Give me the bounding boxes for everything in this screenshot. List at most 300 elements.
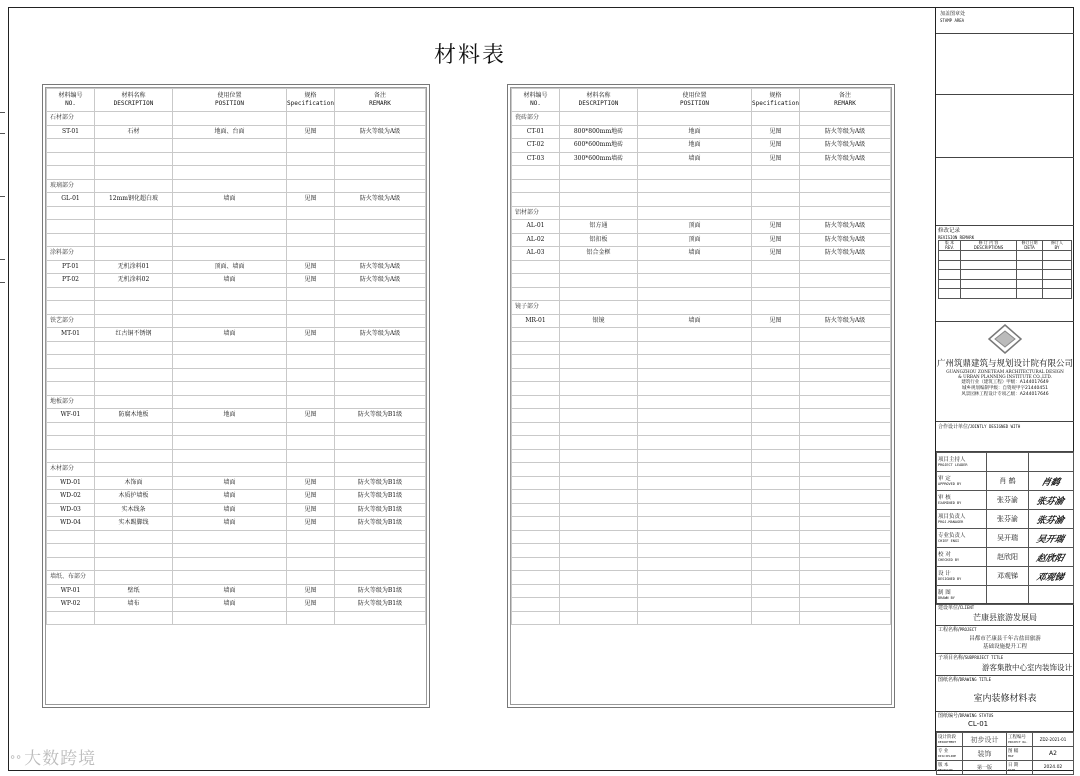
role-label xyxy=(937,586,987,605)
column-header-en: Specification xyxy=(752,100,799,107)
table-row xyxy=(47,530,426,544)
signature-row xyxy=(937,548,1074,567)
table-cell xyxy=(287,287,335,301)
table-cell: 见图 xyxy=(752,314,800,328)
table-cell xyxy=(512,260,560,274)
table-cell xyxy=(95,449,173,463)
watermark-logo-icon: ᐤᐤ xyxy=(10,753,23,768)
table-cell xyxy=(287,341,335,355)
table-row xyxy=(47,152,426,166)
table-cell xyxy=(335,422,426,436)
column-header-en: POSITION xyxy=(215,100,244,107)
table-cell xyxy=(95,368,173,382)
table-cell xyxy=(47,233,95,247)
table-cell xyxy=(800,206,891,220)
table-cell xyxy=(173,220,287,234)
table-cell xyxy=(335,166,426,180)
table-row xyxy=(512,287,891,301)
table-cell xyxy=(173,314,287,328)
table-cell xyxy=(560,490,638,504)
table-cell xyxy=(560,517,638,531)
table-cell xyxy=(512,274,560,288)
signature xyxy=(1029,567,1074,586)
stamp-label-en: STAMP AREA xyxy=(940,18,965,23)
table-cell xyxy=(95,395,173,409)
table-cell xyxy=(287,314,335,328)
table-cell xyxy=(800,463,891,477)
drawing-no-label-en: DRAWING STATUS xyxy=(959,713,994,718)
column-header xyxy=(173,89,287,112)
table-row xyxy=(512,368,891,382)
table-cell: 无机涂料02 xyxy=(95,274,173,288)
table-cell: 木饰面 xyxy=(95,476,173,490)
table-cell xyxy=(800,287,891,301)
table-cell xyxy=(173,341,287,355)
table-row xyxy=(512,544,891,558)
table-cell xyxy=(800,449,891,463)
phase-label: 设计阶段 xyxy=(938,734,956,740)
column-header xyxy=(638,89,752,112)
table-cell xyxy=(638,611,752,625)
table-cell xyxy=(335,152,426,166)
project-no-label-en: PROJECT No. xyxy=(1008,739,1028,744)
table-cell xyxy=(47,557,95,571)
signature xyxy=(1029,529,1074,548)
role-name: 吴开瑞 xyxy=(987,529,1029,548)
column-header-cn: 备注 xyxy=(373,92,386,99)
version-label: 版 本 xyxy=(938,762,949,768)
table-cell: 见图 xyxy=(287,409,335,423)
table-cell xyxy=(512,287,560,301)
table-cell xyxy=(95,544,173,558)
role-en: CHIEF ENGI xyxy=(938,538,960,543)
signature-mark: 张芬渝 xyxy=(1035,496,1066,507)
table-cell: CT-03 xyxy=(512,152,560,166)
stamp-label: 加盖图章处 xyxy=(940,11,966,17)
table-cell: 墙面 xyxy=(173,328,287,342)
table-cell: WD-04 xyxy=(47,517,95,531)
phase-label-en: DEPARTMENT xyxy=(938,739,957,744)
table-cell xyxy=(335,382,426,396)
table-cell xyxy=(287,179,335,193)
table-cell xyxy=(560,301,638,315)
table-cell: 木质护墙板 xyxy=(95,490,173,504)
table-cell xyxy=(47,436,95,450)
table-cell xyxy=(173,112,287,126)
table-cell: AL-01 xyxy=(512,220,560,234)
table-cell: 地面、台面 xyxy=(173,125,287,139)
client-label-en: CLIENT xyxy=(959,605,975,610)
table-cell xyxy=(800,355,891,369)
drawing-title-label: 图纸名称/ xyxy=(938,677,960,683)
table-cell: PT-01 xyxy=(47,260,95,274)
rev-header: 修订日期 xyxy=(1021,240,1038,245)
table-row xyxy=(512,395,891,409)
table-cell xyxy=(638,395,752,409)
column-header-cn: 规格 xyxy=(769,92,782,99)
table-cell xyxy=(287,139,335,153)
table-cell xyxy=(512,598,560,612)
table-row xyxy=(47,274,426,288)
version-value: 第一版 xyxy=(963,761,1007,775)
table-cell: 300*600mm墙砖 xyxy=(560,152,638,166)
table-cell xyxy=(512,341,560,355)
table-cell xyxy=(335,301,426,315)
table-cell xyxy=(287,463,335,477)
column-header-cn: 使用位置 xyxy=(217,92,242,99)
table-row xyxy=(512,557,891,571)
table-cell xyxy=(512,503,560,517)
table-row xyxy=(47,341,426,355)
table-cell xyxy=(335,395,426,409)
column-header-cn: 材料编号 xyxy=(523,92,548,99)
table-cell: 防火等级为B1级 xyxy=(335,490,426,504)
table-cell xyxy=(287,544,335,558)
table-cell: 防火等级为A级 xyxy=(335,193,426,207)
signature xyxy=(1029,491,1074,510)
table-row xyxy=(512,328,891,342)
table-cell xyxy=(512,544,560,558)
table-cell xyxy=(47,139,95,153)
table-cell: 无机涂料01 xyxy=(95,260,173,274)
table-cell xyxy=(47,287,95,301)
table-cell xyxy=(638,463,752,477)
table-cell: 防火等级为A级 xyxy=(335,125,426,139)
column-header-cn: 规格 xyxy=(304,92,317,99)
table-cell xyxy=(95,179,173,193)
role-cn: 审 核 xyxy=(938,494,951,501)
role-label xyxy=(937,548,987,567)
client-block xyxy=(936,603,1074,625)
column-header-en: DESCRIPTION xyxy=(113,100,154,107)
table-cell xyxy=(95,166,173,180)
table-cell xyxy=(560,530,638,544)
table-cell xyxy=(173,233,287,247)
table-cell: 墙面 xyxy=(173,490,287,504)
table-cell xyxy=(287,530,335,544)
table-cell xyxy=(560,260,638,274)
subproject-block xyxy=(936,653,1074,675)
table-cell xyxy=(335,220,426,234)
table-cell xyxy=(560,409,638,423)
table-cell: 见图 xyxy=(287,503,335,517)
table-row xyxy=(47,166,426,180)
table-row xyxy=(47,193,426,207)
table-cell xyxy=(560,193,638,207)
role-en: APPROVED BY xyxy=(938,481,962,486)
table-row xyxy=(512,247,891,261)
table-cell: 见图 xyxy=(287,584,335,598)
rev-header: 版 本 xyxy=(944,240,955,245)
table-cell xyxy=(560,368,638,382)
table-cell xyxy=(560,274,638,288)
table-cell xyxy=(173,463,287,477)
column-header-cn: 备注 xyxy=(838,92,851,99)
role-label xyxy=(937,472,987,491)
table-cell: 铁艺部分 xyxy=(47,314,95,328)
signature-mark: 赵欣阳 xyxy=(1035,553,1066,564)
table-cell xyxy=(752,112,800,126)
table-cell: 防火等级为B1级 xyxy=(335,503,426,517)
table-cell xyxy=(512,409,560,423)
table-cell xyxy=(47,355,95,369)
table-cell xyxy=(95,314,173,328)
table-cell xyxy=(335,139,426,153)
table-cell: 见图 xyxy=(752,220,800,234)
table-cell xyxy=(173,436,287,450)
column-header-cn: 材料名称 xyxy=(121,92,146,99)
table-cell xyxy=(800,476,891,490)
table-row xyxy=(512,530,891,544)
table-cell xyxy=(47,341,95,355)
table-cell xyxy=(638,436,752,450)
table-row xyxy=(512,274,891,288)
table-cell: 见图 xyxy=(287,517,335,531)
role-name: 赵欣阳 xyxy=(987,548,1029,567)
column-header-en: NO. xyxy=(530,100,541,107)
table-cell xyxy=(47,206,95,220)
table-cell: 银镜 xyxy=(560,314,638,328)
material-table-right xyxy=(507,84,895,708)
table-cell: MR-01 xyxy=(512,314,560,328)
table-cell xyxy=(287,220,335,234)
table-cell: 防火等级为A级 xyxy=(335,274,426,288)
project-label: 工程名称/ xyxy=(938,627,960,633)
table-cell: 防火等级为A级 xyxy=(335,260,426,274)
table-cell xyxy=(47,449,95,463)
table-row xyxy=(512,152,891,166)
subproject-label: 子项目名称/ xyxy=(938,655,965,661)
column-header xyxy=(95,89,173,112)
table-row xyxy=(47,611,426,625)
table-cell xyxy=(560,436,638,450)
table-cell xyxy=(95,571,173,585)
table-cell xyxy=(752,328,800,342)
drawing-info xyxy=(936,731,1074,775)
table-cell: WP-02 xyxy=(47,598,95,612)
table-cell xyxy=(47,611,95,625)
table-cell xyxy=(335,463,426,477)
table-cell xyxy=(560,422,638,436)
table-cell xyxy=(95,557,173,571)
role-name xyxy=(987,586,1029,605)
table-cell xyxy=(287,247,335,261)
table-cell: 防腐木地板 xyxy=(95,409,173,423)
table-cell xyxy=(287,112,335,126)
company-logo-icon xyxy=(988,324,1022,354)
table-cell xyxy=(752,193,800,207)
certificate-1: 建筑行业（建筑工程）甲级：A144017649 xyxy=(961,380,1049,385)
signature-row xyxy=(937,586,1074,605)
table-cell: 墙面 xyxy=(173,584,287,598)
section-row xyxy=(47,179,426,193)
table-cell xyxy=(560,463,638,477)
section-row xyxy=(47,395,426,409)
table-cell: 防火等级为A级 xyxy=(800,233,891,247)
table-cell xyxy=(95,355,173,369)
revision-table xyxy=(938,240,1072,299)
table-cell xyxy=(335,368,426,382)
table-row xyxy=(512,422,891,436)
project-name-1: 昌都市芒康县千年古盐田旅游 xyxy=(969,636,1041,642)
signature xyxy=(1029,586,1074,605)
table-cell xyxy=(752,449,800,463)
table-cell xyxy=(47,422,95,436)
table-cell xyxy=(335,530,426,544)
column-header xyxy=(512,89,560,112)
table-cell: 木材部分 xyxy=(47,463,95,477)
table-cell xyxy=(752,166,800,180)
table-cell: 地面 xyxy=(638,125,752,139)
size-value: A2 xyxy=(1033,747,1074,761)
table-cell xyxy=(95,436,173,450)
table-cell xyxy=(512,584,560,598)
role-en: PROJECT LEADER xyxy=(938,462,968,467)
company-block xyxy=(936,321,1074,421)
table-cell xyxy=(638,530,752,544)
table-cell xyxy=(752,422,800,436)
table-row xyxy=(512,314,891,328)
version-label-en: REVISION xyxy=(938,767,953,772)
table-row xyxy=(512,166,891,180)
table-cell xyxy=(287,436,335,450)
table-cell: 防火等级为A级 xyxy=(800,152,891,166)
table-cell xyxy=(512,490,560,504)
title-block xyxy=(935,7,1074,771)
table-cell xyxy=(752,274,800,288)
signature-row xyxy=(937,472,1074,491)
table-cell xyxy=(560,166,638,180)
table-cell xyxy=(173,395,287,409)
table-cell xyxy=(800,409,891,423)
signature-row xyxy=(937,529,1074,548)
table-cell xyxy=(638,598,752,612)
table-cell: 防火等级为A级 xyxy=(800,314,891,328)
table-cell: 墙面 xyxy=(173,193,287,207)
table-cell: 防火等级为B1级 xyxy=(335,584,426,598)
table-row xyxy=(47,544,426,558)
table-cell xyxy=(638,206,752,220)
drawing-number-block xyxy=(936,711,1074,731)
table-cell xyxy=(173,544,287,558)
table-cell xyxy=(560,382,638,396)
role-name: 肖 鹤 xyxy=(987,472,1029,491)
table-cell xyxy=(560,341,638,355)
signature xyxy=(1029,510,1074,529)
role-label xyxy=(937,453,987,472)
table-cell xyxy=(800,368,891,382)
signature-table xyxy=(936,452,1074,605)
table-cell: 12mm钢化超白玻 xyxy=(95,193,173,207)
table-row xyxy=(47,368,426,382)
table-row xyxy=(512,233,891,247)
table-cell xyxy=(512,179,560,193)
table-row xyxy=(512,571,891,585)
table-cell xyxy=(752,382,800,396)
table-row xyxy=(47,220,426,234)
table-cell: 防火等级为B1级 xyxy=(335,517,426,531)
table-cell xyxy=(335,314,426,328)
table-cell: GL-01 xyxy=(47,193,95,207)
project-no-label: 工程编号 xyxy=(1008,734,1026,740)
table-row xyxy=(47,260,426,274)
role-en: PROJ.MANAGER xyxy=(938,519,964,524)
table-cell xyxy=(47,382,95,396)
table-row xyxy=(512,517,891,531)
table-cell xyxy=(335,544,426,558)
table-cell xyxy=(335,449,426,463)
date-value: 2024.02 xyxy=(1033,761,1074,775)
table-cell xyxy=(95,233,173,247)
table-cell xyxy=(95,152,173,166)
table-cell xyxy=(638,328,752,342)
table-cell xyxy=(752,530,800,544)
table-cell: 见图 xyxy=(287,125,335,139)
table-cell xyxy=(560,503,638,517)
table-row xyxy=(512,260,891,274)
table-cell: CT-02 xyxy=(512,139,560,153)
table-cell xyxy=(95,247,173,261)
table-cell: 瓷砖部分 xyxy=(512,112,560,126)
table-cell xyxy=(752,598,800,612)
table-cell xyxy=(512,571,560,585)
signature xyxy=(1029,472,1074,491)
table-cell xyxy=(335,287,426,301)
table-cell xyxy=(752,301,800,315)
table-cell: 见图 xyxy=(752,233,800,247)
watermark xyxy=(10,744,96,769)
table-cell xyxy=(173,382,287,396)
table-row xyxy=(47,503,426,517)
table-row xyxy=(512,409,891,423)
signature-row xyxy=(937,510,1074,529)
section-row xyxy=(512,206,891,220)
table-cell xyxy=(173,152,287,166)
table-cell xyxy=(800,166,891,180)
table-row xyxy=(47,139,426,153)
table-cell: 防火等级为A级 xyxy=(800,220,891,234)
table-cell xyxy=(752,436,800,450)
role-label xyxy=(937,491,987,510)
table-cell: 实木线条 xyxy=(95,503,173,517)
table-cell xyxy=(638,571,752,585)
table-cell: 见图 xyxy=(752,247,800,261)
table-cell: WD-02 xyxy=(47,490,95,504)
table-cell: 见图 xyxy=(287,260,335,274)
table-row xyxy=(47,436,426,450)
table-cell xyxy=(512,395,560,409)
signature xyxy=(1029,548,1074,567)
size-label: 图 幅 xyxy=(1008,748,1019,754)
table-row xyxy=(47,328,426,342)
table-cell xyxy=(287,206,335,220)
table-cell xyxy=(638,544,752,558)
table-cell xyxy=(560,395,638,409)
signature-block xyxy=(936,451,1074,605)
table-cell: 墙面 xyxy=(638,247,752,261)
rev-header-en: BY xyxy=(1054,244,1060,250)
table-cell: 墙面 xyxy=(173,598,287,612)
column-header xyxy=(752,89,800,112)
table-cell: 防火等级为B1级 xyxy=(335,476,426,490)
table-cell xyxy=(335,571,426,585)
section-row xyxy=(47,247,426,261)
table-cell: 铝材部分 xyxy=(512,206,560,220)
table-cell: 镜子部分 xyxy=(512,301,560,315)
table-row xyxy=(47,490,426,504)
table-cell xyxy=(638,476,752,490)
table-row xyxy=(47,409,426,423)
